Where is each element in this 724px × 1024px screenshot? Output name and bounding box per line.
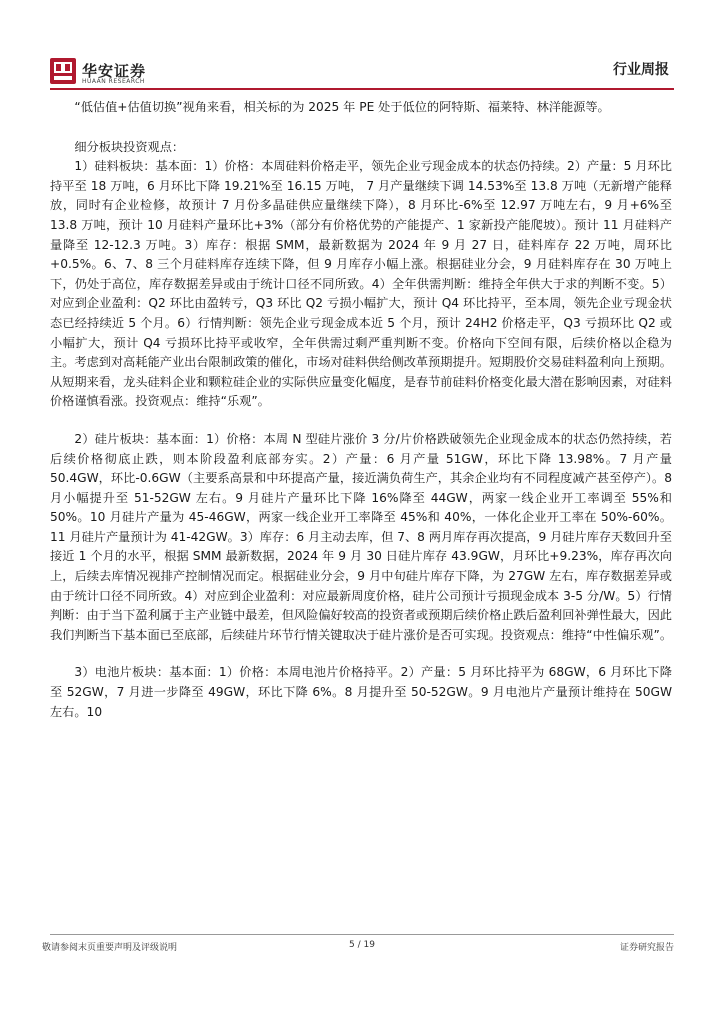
footer-divider [50,934,674,935]
brand-subtitle: HUAAN RESEARCH [82,78,145,85]
paragraph-intro: “低估值+估值切换”视角来看，相关标的为 2025 年 PE 处于低位的阿特斯、福莱特、林洋能源等。 [74,100,610,114]
paragraph-cell: 3）电池片板块：基本面：1）价格：本周电池片价格持平。2）产量：5 月环比持平为 68GW，6 月环比下降至 52GW，7 月进一步降至 49GW，环比下降 6%。8 月提升至 50-52GW。9 月电池片产量预计维持在 50GW 左右。10 [50,665,672,719]
page-number: 5 / 19 [349,940,375,950]
footer-doc-type: 证券研究报告 [619,943,674,953]
paragraph-polysilicon: 1）硅料板块：基本面：1）价格：本周硅料价格走平，领先企业亏现金成本的状态仍持续。2）产量：5 月环比持平至 18 万吨，6 月环比下降 19.21%至 16.15 万吨， 7 月产量继续下调 14.53%至 13.8 万吨（无新增产能释放，同时有企业检修，故预计 7 月份多晶硅供应量继续下降），8 月环比-6%至 12.97 万吨左右，9 月+6%至 13.8 万吨，预计 10 月硅料产量环比+3%（部分有价格优势的产能提产、1 家新投产能爬坡）。预计 11 月硅料产量降至 12-12.3 万吨。3）库存：根据 SMM，最新数据为 2024 年 9 月 27 日，硅料库存 22 万吨，周环比+0.5%。6、7、8 三个月硅料库存连续下降，但 9 月库存小幅上涨。根据硅业分会，9 月硅料库存在 30 万吨上下，仍处于高位，库存数据差异或由于统计口径不同所致。4）全年供需判断：维持全年供大于求的判断不变。5）对应到企业盈利：Q2 环比由盈转亏，Q3 环比 Q2 亏损小幅扩大，预计 Q4 环比持平，至本周，领先企业亏现金状态已经持续近 5 个月。6）行情判断：领先企业亏现金成本近 5 个月，预计 24H2 价格走平，Q3 亏损环比 Q2 或小幅扩大，预计 Q4 亏损环比持平或收窄，全年供需过剩严重判断不变。价格向下空间有限，后续价格以企稳为主。考虑到对高耗能产业出台限制政策的催化，市场对硅料供给侧改革预期提升。短期股价交易硅料盈利向上预期。从短期来看，龙头硅料企业和颗粒硅企业的实际供应量变化幅度，是春节前硅料价格变化最大潜在影响因素，对硅料价格谨慎看涨。投资观点：维持“乐观”。 [50,159,672,409]
header-divider [50,88,674,90]
paragraph-heading: 细分板块投资观点： [74,139,185,154]
paragraph-wafer: 2）硅片板块：基本面：1）价格：本周 N 型硅片涨价 3 分/片价格跌破领先企业现金成本的状态仍然持续，若后续价格彻底止跌，则本阶段盈利底部夯实。2）产量：6 月产量 51GW，环比下降 13.98%。7 月产量 50.4GW，环比-0.6GW（主要系高景和中环提高产量，接近满负荷生产，其余企业均有不同程度减产甚至停产）。8 月小幅提升至 51-52GW 左右。9 月硅片产量环比下降 16%降至 44GW，两家一线企业开工率调至 55%和 50%。10 月硅片产量为 45-46GW，两家一线企业开工率降至 45%和 40%，一体化企业开工率在 50%-60%。11 月硅片产量预计为 41-42GW。3）库存：6 月主动去库，但 7、8 两月库存再次提高，9 月硅片库存天数回升至接近 1 个月的水平，根据 SMM 最新数据，2024 年 9 月 30 日硅片库存 43.9GW，月环比+9.23%，库存再次向上，后续去库情况视排产控制情况而定。根据硅业分会，9 月中旬硅片库存下降，为 27GW 左右，库存数据差异或由于统计口径不同所致。4）对应到企业盈利：对应最新周度价格，硅片公司预计亏损现金成本 3-5 分/W。5）行情判断：由于当下盈利属于主产业链中最差，但风险偏好较高的投资者或预期后续价格止跌后盈利回补弹性最大，因此我们判断当下基本面已至底部，后续硅片环节行情关键取决于硅片涨价是否可实现。投资观点：维持“中性偏乐观”。 [50,431,673,642]
report-type-label: 行业周报 [613,62,669,78]
report-body [50,92,672,932]
page-header [0,0,724,90]
page-footer [0,930,724,960]
brand-name: 华安证券 [82,62,147,80]
company-logo-icon [50,58,76,84]
footer-disclaimer: 敬请参阅末页重要声明及评级说明 [42,943,178,953]
